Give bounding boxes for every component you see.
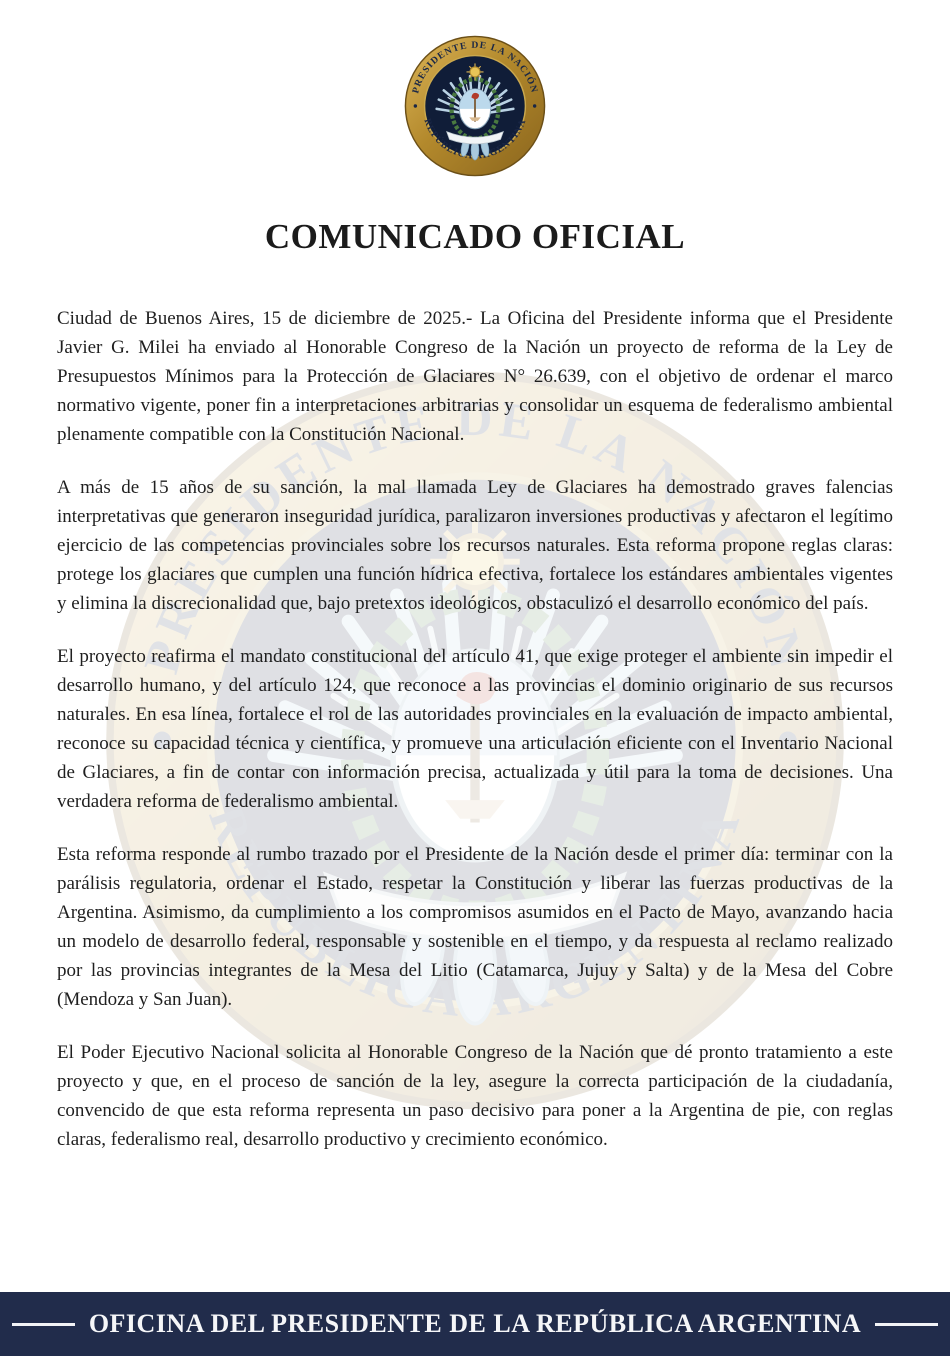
header bbox=[0, 35, 950, 257]
footer-rule-left bbox=[12, 1323, 75, 1326]
footer-bar bbox=[0, 1292, 950, 1356]
paragraph-1: Ciudad de Buenos Aires, 15 de diciembre de 2025.- La Oficina del Presidente informa que el Presidente Javier G. Milei ha enviado al Honorable Congreso de la Nación un proyecto de reforma de la Ley de Presupuestos Mínimos para la Protección de Glaciares N° 26.639, con el objetivo de ordenar el marco normativo vigente, poner fin a interpretaciones arbitrarias y consolidar un esquema de federalismo ambiental plenamente compatible con la Constitución Nacional. bbox=[57, 308, 893, 445]
footer-rule-right bbox=[875, 1323, 938, 1326]
paragraph-3: El proyecto reafirma el mandato constitucional del artículo 41, que exige proteger el ambiente sin impedir el desarrollo humano, y del artículo 124, que reconoce a las provincias el dominio originario de sus recursos naturales. En esa línea, fortalece el rol de las autoridades provinciales en la evaluación de impacto ambiental, reconoce su capacidad técnica y científica, y promueve una articulación eficiente con el Inventario Nacional de Glaciares, a fin de contar con información precisa, actualizada y útil para la toma de decisiones. Una verdadera reforma de federalismo ambiental. bbox=[57, 646, 893, 812]
page-title: COMUNICADO OFICIAL bbox=[264, 217, 686, 256]
paragraph-5: El Poder Ejecutivo Nacional solicita al Honorable Congreso de la Nación que dé pronto tratamiento a este proyecto y que, en el proceso de sanción de la ley, asegure la correcta participación de la ciudadanía, convencido de que esta reforma representa un paso decisivo para poner a la Argentina de pie, con reglas claras, federalismo real, desarrollo productivo y crecimiento económico. bbox=[57, 1042, 893, 1150]
paragraph-4: Esta reforma responde al rumbo trazado por el Presidente de la Nación desde el primer día: terminar con la parálisis regulatoria, ordenar el Estado, respetar la Constitución y liberar las fuerzas productivas de la Argentina. Asimismo, da cumplimiento a los compromisos asumidos en el Pacto de Mayo, avanzando hacia un modelo de desarrollo federal, responsable y sostenible en el tiempo, y da respuesta al reclamo realizado por las provincias integrantes de la Mesa del Litio (Catamarca, Jujuy y Salta) y de la Mesa del Cobre (Mendoza y San Juan). bbox=[57, 844, 893, 1010]
footer-title: OFICINA DEL PRESIDENTE DE LA REPÚBLICA ARGENTINA bbox=[88, 1309, 862, 1338]
presidential-seal bbox=[404, 35, 546, 177]
communique-body bbox=[57, 304, 893, 1154]
paragraph-2: A más de 15 años de su sanción, la mal llamada Ley de Glaciares ha demostrado graves falencias interpretativas que generaron inseguridad jurídica, paralizaron inversiones productivas y afectaron el legítimo ejercicio de las competencias provinciales sobre los recursos naturales. Esta reforma propone reglas claras: protege los glaciares que cumplen una función hídrica efectiva, fortalece los estándares ambientales vigentes y elimina la discrecionalidad que, bajo pretextos ideológicos, obstaculizó el desarrollo económico del país. bbox=[57, 477, 893, 614]
